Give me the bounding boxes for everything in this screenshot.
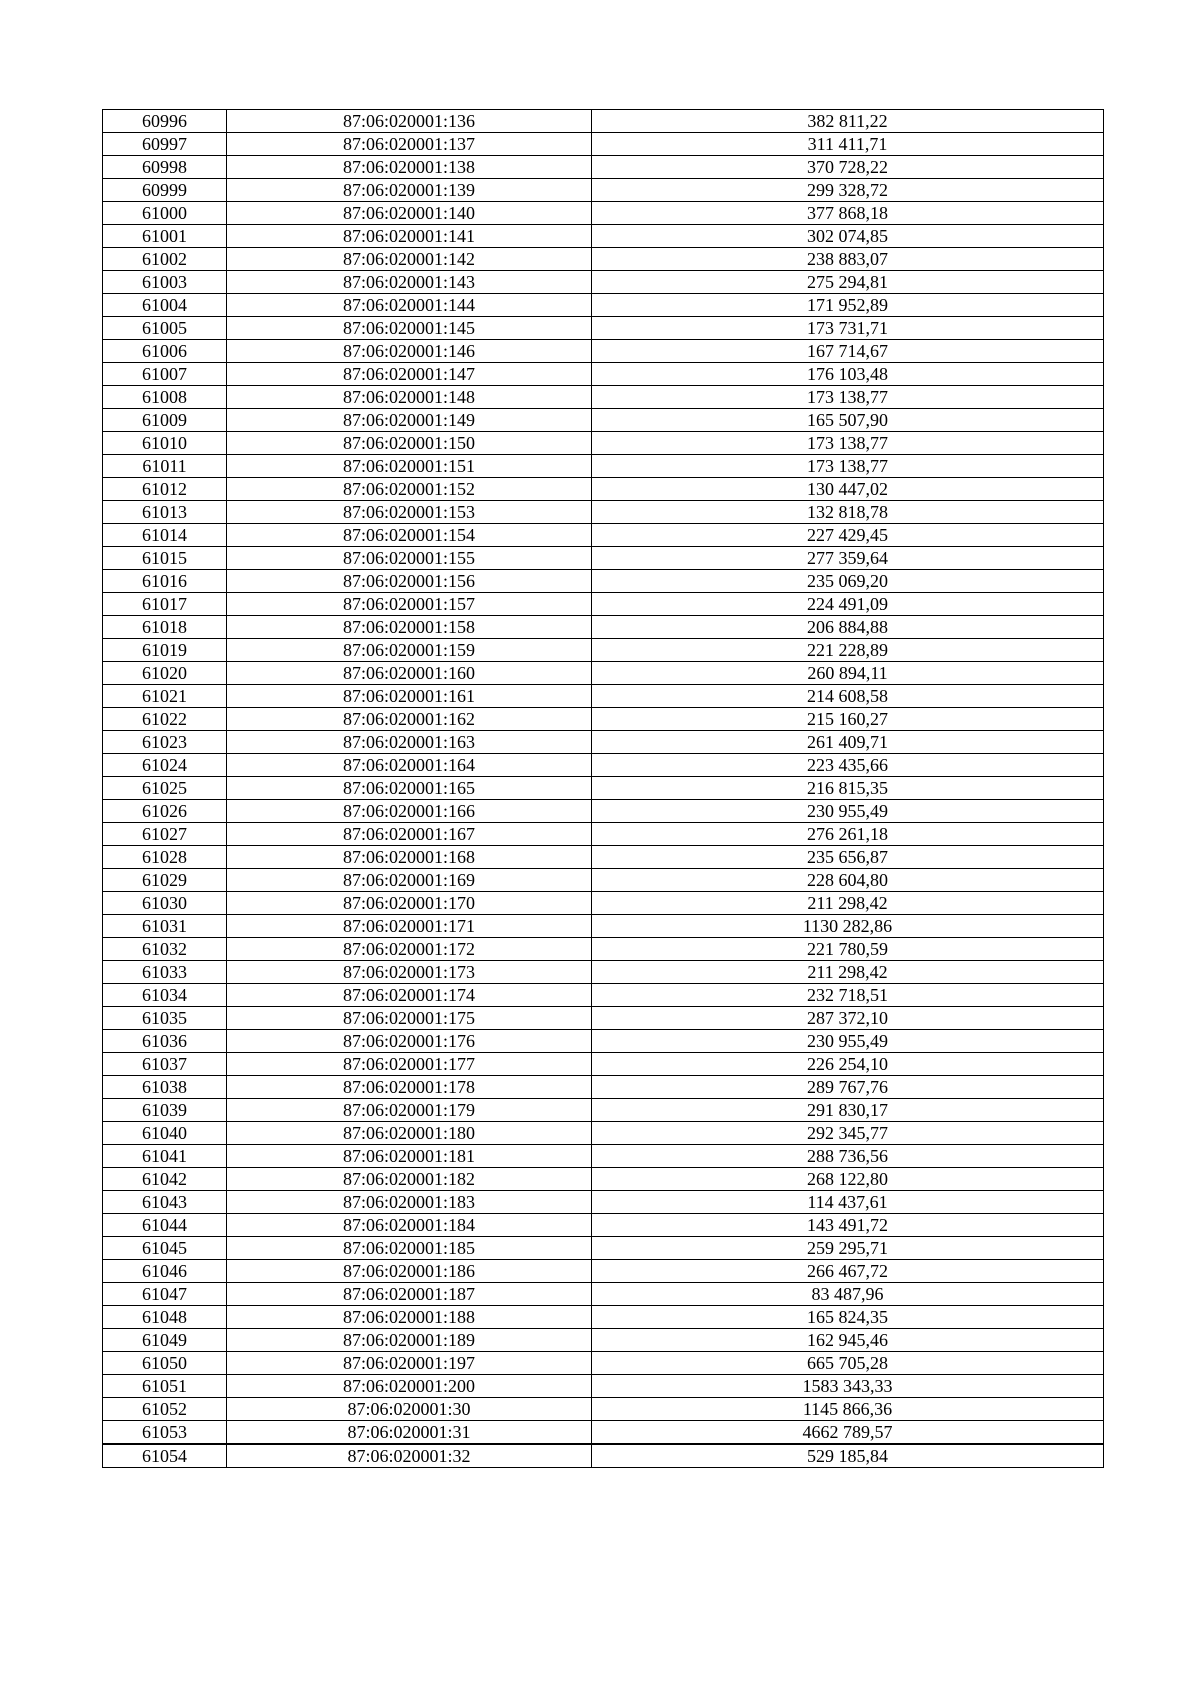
table-row xyxy=(103,593,1104,616)
cadastral-number-cell: 87:06:020001:31 xyxy=(227,1421,592,1445)
row-number-cell: 61005 xyxy=(103,317,227,340)
table-row xyxy=(103,156,1104,179)
table-row xyxy=(103,938,1104,961)
row-number-cell: 61008 xyxy=(103,386,227,409)
table-row xyxy=(103,708,1104,731)
value-cell: 291 830,17 xyxy=(592,1099,1104,1122)
cadastral-number-cell: 87:06:020001:183 xyxy=(227,1191,592,1214)
cadastral-number-cell: 87:06:020001:189 xyxy=(227,1329,592,1352)
cadastral-number-cell: 87:06:020001:165 xyxy=(227,777,592,800)
table-row xyxy=(103,1237,1104,1260)
row-number-cell: 61027 xyxy=(103,823,227,846)
row-number-cell: 61001 xyxy=(103,225,227,248)
cadastral-number-cell: 87:06:020001:188 xyxy=(227,1306,592,1329)
value-cell: 173 138,77 xyxy=(592,386,1104,409)
value-cell: 176 103,48 xyxy=(592,363,1104,386)
cadastral-number-cell: 87:06:020001:142 xyxy=(227,248,592,271)
cadastral-number-cell: 87:06:020001:178 xyxy=(227,1076,592,1099)
row-number-cell: 61048 xyxy=(103,1306,227,1329)
row-number-cell: 61045 xyxy=(103,1237,227,1260)
cadastral-number-cell: 87:06:020001:184 xyxy=(227,1214,592,1237)
row-number-cell: 61025 xyxy=(103,777,227,800)
row-number-cell: 61015 xyxy=(103,547,227,570)
value-cell: 235 656,87 xyxy=(592,846,1104,869)
row-number-cell: 61024 xyxy=(103,754,227,777)
value-cell: 289 767,76 xyxy=(592,1076,1104,1099)
row-number-cell: 61007 xyxy=(103,363,227,386)
cadastral-number-cell: 87:06:020001:176 xyxy=(227,1030,592,1053)
table-row xyxy=(103,1214,1104,1237)
row-number-cell: 61000 xyxy=(103,202,227,225)
value-cell: 287 372,10 xyxy=(592,1007,1104,1030)
value-cell: 259 295,71 xyxy=(592,1237,1104,1260)
value-cell: 216 815,35 xyxy=(592,777,1104,800)
value-cell: 83 487,96 xyxy=(592,1283,1104,1306)
row-number-cell: 61043 xyxy=(103,1191,227,1214)
table-row xyxy=(103,731,1104,754)
value-cell: 266 467,72 xyxy=(592,1260,1104,1283)
value-cell: 143 491,72 xyxy=(592,1214,1104,1237)
cadastral-number-cell: 87:06:020001:150 xyxy=(227,432,592,455)
row-number-cell: 61038 xyxy=(103,1076,227,1099)
value-cell: 215 160,27 xyxy=(592,708,1104,731)
cadastral-number-cell: 87:06:020001:168 xyxy=(227,846,592,869)
row-number-cell: 61011 xyxy=(103,455,227,478)
value-cell: 223 435,66 xyxy=(592,754,1104,777)
value-cell: 276 261,18 xyxy=(592,823,1104,846)
row-number-cell: 61028 xyxy=(103,846,227,869)
cadastral-number-cell: 87:06:020001:186 xyxy=(227,1260,592,1283)
table-row xyxy=(103,386,1104,409)
cadastral-number-cell: 87:06:020001:145 xyxy=(227,317,592,340)
cadastral-number-cell: 87:06:020001:146 xyxy=(227,340,592,363)
row-number-cell: 61029 xyxy=(103,869,227,892)
row-number-cell: 61026 xyxy=(103,800,227,823)
value-cell: 529 185,84 xyxy=(592,1444,1104,1468)
value-cell: 1583 343,33 xyxy=(592,1375,1104,1398)
value-cell: 227 429,45 xyxy=(592,524,1104,547)
table-row xyxy=(103,478,1104,501)
row-number-cell: 61036 xyxy=(103,1030,227,1053)
value-cell: 288 736,56 xyxy=(592,1145,1104,1168)
row-number-cell: 61021 xyxy=(103,685,227,708)
cadastral-number-cell: 87:06:020001:160 xyxy=(227,662,592,685)
table-row xyxy=(103,1260,1104,1283)
cadastral-number-cell: 87:06:020001:158 xyxy=(227,616,592,639)
cadastral-number-cell: 87:06:020001:171 xyxy=(227,915,592,938)
table-row xyxy=(103,1306,1104,1329)
value-cell: 1145 866,36 xyxy=(592,1398,1104,1421)
value-cell: 228 604,80 xyxy=(592,869,1104,892)
table-row xyxy=(103,363,1104,386)
table-body xyxy=(103,110,1104,1468)
value-cell: 165 824,35 xyxy=(592,1306,1104,1329)
value-cell: 268 122,80 xyxy=(592,1168,1104,1191)
value-cell: 1130 282,86 xyxy=(592,915,1104,938)
table-row xyxy=(103,271,1104,294)
table-row xyxy=(103,179,1104,202)
cadastral-number-cell: 87:06:020001:163 xyxy=(227,731,592,754)
cadastral-number-cell: 87:06:020001:167 xyxy=(227,823,592,846)
row-number-cell: 61035 xyxy=(103,1007,227,1030)
cadastral-number-cell: 87:06:020001:136 xyxy=(227,110,592,133)
cadastral-number-cell: 87:06:020001:197 xyxy=(227,1352,592,1375)
cadastral-number-cell: 87:06:020001:169 xyxy=(227,869,592,892)
cadastral-number-cell: 87:06:020001:187 xyxy=(227,1283,592,1306)
cadastral-number-cell: 87:06:020001:200 xyxy=(227,1375,592,1398)
table-row xyxy=(103,685,1104,708)
table-row xyxy=(103,639,1104,662)
table-row xyxy=(103,800,1104,823)
cadastral-number-cell: 87:06:020001:151 xyxy=(227,455,592,478)
table-row xyxy=(103,225,1104,248)
value-cell: 230 955,49 xyxy=(592,1030,1104,1053)
row-number-cell: 61012 xyxy=(103,478,227,501)
table-row xyxy=(103,133,1104,156)
table-row xyxy=(103,1283,1104,1306)
value-cell: 167 714,67 xyxy=(592,340,1104,363)
value-cell: 4662 789,57 xyxy=(592,1421,1104,1445)
row-number-cell: 60999 xyxy=(103,179,227,202)
row-number-cell: 61044 xyxy=(103,1214,227,1237)
cadastral-number-cell: 87:06:020001:170 xyxy=(227,892,592,915)
row-number-cell: 61020 xyxy=(103,662,227,685)
value-cell: 277 359,64 xyxy=(592,547,1104,570)
value-cell: 382 811,22 xyxy=(592,110,1104,133)
cadastral-number-cell: 87:06:020001:155 xyxy=(227,547,592,570)
value-cell: 132 818,78 xyxy=(592,501,1104,524)
row-number-cell: 61018 xyxy=(103,616,227,639)
row-number-cell: 61039 xyxy=(103,1099,227,1122)
table-row xyxy=(103,202,1104,225)
value-cell: 130 447,02 xyxy=(592,478,1104,501)
row-number-cell: 61032 xyxy=(103,938,227,961)
table-row xyxy=(103,1398,1104,1421)
cadastral-number-cell: 87:06:020001:156 xyxy=(227,570,592,593)
value-cell: 232 718,51 xyxy=(592,984,1104,1007)
table-row xyxy=(103,1352,1104,1375)
cadastral-number-cell: 87:06:020001:147 xyxy=(227,363,592,386)
row-number-cell: 61037 xyxy=(103,1053,227,1076)
row-number-cell: 61004 xyxy=(103,294,227,317)
value-cell: 226 254,10 xyxy=(592,1053,1104,1076)
cadastral-number-cell: 87:06:020001:185 xyxy=(227,1237,592,1260)
table-row xyxy=(103,317,1104,340)
row-number-cell: 61049 xyxy=(103,1329,227,1352)
value-cell: 214 608,58 xyxy=(592,685,1104,708)
row-number-cell: 61050 xyxy=(103,1352,227,1375)
value-cell: 230 955,49 xyxy=(592,800,1104,823)
table-row xyxy=(103,547,1104,570)
value-cell: 162 945,46 xyxy=(592,1329,1104,1352)
table-row xyxy=(103,1145,1104,1168)
cadastral-number-cell: 87:06:020001:174 xyxy=(227,984,592,1007)
table-row xyxy=(103,915,1104,938)
row-number-cell: 61054 xyxy=(103,1444,227,1468)
row-number-cell: 61042 xyxy=(103,1168,227,1191)
table-row xyxy=(103,754,1104,777)
table-row xyxy=(103,570,1104,593)
value-cell: 260 894,11 xyxy=(592,662,1104,685)
cadastral-number-cell: 87:06:020001:153 xyxy=(227,501,592,524)
row-number-cell: 61051 xyxy=(103,1375,227,1398)
table-row xyxy=(103,1076,1104,1099)
table-row xyxy=(103,823,1104,846)
table-row xyxy=(103,1168,1104,1191)
table-row xyxy=(103,777,1104,800)
row-number-cell: 61033 xyxy=(103,961,227,984)
row-number-cell: 61022 xyxy=(103,708,227,731)
value-cell: 165 507,90 xyxy=(592,409,1104,432)
row-number-cell: 61034 xyxy=(103,984,227,1007)
row-number-cell: 60996 xyxy=(103,110,227,133)
cadastral-number-cell: 87:06:020001:180 xyxy=(227,1122,592,1145)
table-row xyxy=(103,524,1104,547)
value-cell: 173 138,77 xyxy=(592,432,1104,455)
table-row xyxy=(103,869,1104,892)
row-number-cell: 61052 xyxy=(103,1398,227,1421)
value-cell: 173 138,77 xyxy=(592,455,1104,478)
value-cell: 235 069,20 xyxy=(592,570,1104,593)
value-cell: 238 883,07 xyxy=(592,248,1104,271)
table-row xyxy=(103,662,1104,685)
cadastral-number-cell: 87:06:020001:172 xyxy=(227,938,592,961)
cadastral-number-cell: 87:06:020001:148 xyxy=(227,386,592,409)
table-row xyxy=(103,1099,1104,1122)
row-number-cell: 61013 xyxy=(103,501,227,524)
cadastral-number-cell: 87:06:020001:140 xyxy=(227,202,592,225)
row-number-cell: 61002 xyxy=(103,248,227,271)
cadastral-number-cell: 87:06:020001:181 xyxy=(227,1145,592,1168)
table-row xyxy=(103,1007,1104,1030)
row-number-cell: 61053 xyxy=(103,1421,227,1445)
table-row xyxy=(103,1375,1104,1398)
cadastral-number-cell: 87:06:020001:141 xyxy=(227,225,592,248)
cadastral-number-cell: 87:06:020001:166 xyxy=(227,800,592,823)
value-cell: 299 328,72 xyxy=(592,179,1104,202)
cadastral-number-cell: 87:06:020001:144 xyxy=(227,294,592,317)
table-row xyxy=(103,1122,1104,1145)
table-row xyxy=(103,340,1104,363)
value-cell: 206 884,88 xyxy=(592,616,1104,639)
cadastral-number-cell: 87:06:020001:137 xyxy=(227,133,592,156)
table-row xyxy=(103,432,1104,455)
table-row xyxy=(103,616,1104,639)
row-number-cell: 61014 xyxy=(103,524,227,547)
value-cell: 302 074,85 xyxy=(592,225,1104,248)
row-number-cell: 61041 xyxy=(103,1145,227,1168)
value-cell: 292 345,77 xyxy=(592,1122,1104,1145)
cadastral-number-cell: 87:06:020001:157 xyxy=(227,593,592,616)
value-cell: 211 298,42 xyxy=(592,892,1104,915)
cadastral-number-cell: 87:06:020001:138 xyxy=(227,156,592,179)
cadastral-number-cell: 87:06:020001:161 xyxy=(227,685,592,708)
table-row xyxy=(103,961,1104,984)
row-number-cell: 61017 xyxy=(103,593,227,616)
value-cell: 211 298,42 xyxy=(592,961,1104,984)
table-row xyxy=(103,1329,1104,1352)
cadastral-number-cell: 87:06:020001:173 xyxy=(227,961,592,984)
table-row xyxy=(103,1053,1104,1076)
value-cell: 221 228,89 xyxy=(592,639,1104,662)
data-table xyxy=(102,109,1104,1468)
cadastral-number-cell: 87:06:020001:175 xyxy=(227,1007,592,1030)
value-cell: 311 411,71 xyxy=(592,133,1104,156)
row-number-cell: 61023 xyxy=(103,731,227,754)
table-row xyxy=(103,409,1104,432)
cadastral-number-cell: 87:06:020001:30 xyxy=(227,1398,592,1421)
row-number-cell: 61016 xyxy=(103,570,227,593)
row-number-cell: 60998 xyxy=(103,156,227,179)
table-row xyxy=(103,1030,1104,1053)
cadastral-number-cell: 87:06:020001:177 xyxy=(227,1053,592,1076)
value-cell: 261 409,71 xyxy=(592,731,1104,754)
row-number-cell: 61003 xyxy=(103,271,227,294)
row-number-cell: 61031 xyxy=(103,915,227,938)
table-row xyxy=(103,248,1104,271)
table-row xyxy=(103,1191,1104,1214)
value-cell: 224 491,09 xyxy=(592,593,1104,616)
cadastral-number-cell: 87:06:020001:152 xyxy=(227,478,592,501)
table-row xyxy=(103,892,1104,915)
cadastral-number-cell: 87:06:020001:182 xyxy=(227,1168,592,1191)
cadastral-number-cell: 87:06:020001:154 xyxy=(227,524,592,547)
table-row xyxy=(103,1444,1104,1468)
cadastral-number-cell: 87:06:020001:159 xyxy=(227,639,592,662)
cadastral-number-cell: 87:06:020001:149 xyxy=(227,409,592,432)
row-number-cell: 61040 xyxy=(103,1122,227,1145)
row-number-cell: 61046 xyxy=(103,1260,227,1283)
value-cell: 377 868,18 xyxy=(592,202,1104,225)
table-row xyxy=(103,294,1104,317)
value-cell: 665 705,28 xyxy=(592,1352,1104,1375)
row-number-cell: 61009 xyxy=(103,409,227,432)
value-cell: 275 294,81 xyxy=(592,271,1104,294)
value-cell: 114 437,61 xyxy=(592,1191,1104,1214)
cadastral-number-cell: 87:06:020001:139 xyxy=(227,179,592,202)
table-row xyxy=(103,1421,1104,1445)
row-number-cell: 61006 xyxy=(103,340,227,363)
cadastral-number-cell: 87:06:020001:164 xyxy=(227,754,592,777)
table-row xyxy=(103,846,1104,869)
row-number-cell: 61010 xyxy=(103,432,227,455)
value-cell: 173 731,71 xyxy=(592,317,1104,340)
row-number-cell: 61030 xyxy=(103,892,227,915)
value-cell: 370 728,22 xyxy=(592,156,1104,179)
cadastral-number-cell: 87:06:020001:143 xyxy=(227,271,592,294)
row-number-cell: 61047 xyxy=(103,1283,227,1306)
cadastral-number-cell: 87:06:020001:32 xyxy=(227,1444,592,1468)
row-number-cell: 60997 xyxy=(103,133,227,156)
table-row xyxy=(103,984,1104,1007)
table-row xyxy=(103,455,1104,478)
cadastral-number-cell: 87:06:020001:179 xyxy=(227,1099,592,1122)
row-number-cell: 61019 xyxy=(103,639,227,662)
cadastral-number-cell: 87:06:020001:162 xyxy=(227,708,592,731)
value-cell: 221 780,59 xyxy=(592,938,1104,961)
table-row xyxy=(103,110,1104,133)
value-cell: 171 952,89 xyxy=(592,294,1104,317)
table-row xyxy=(103,501,1104,524)
